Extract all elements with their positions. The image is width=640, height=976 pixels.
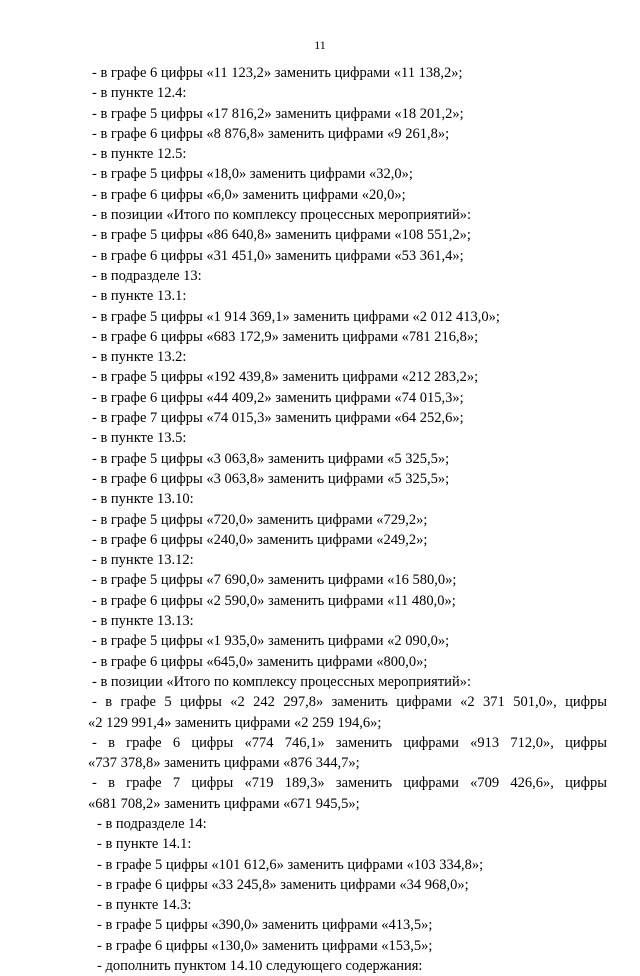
amendment-line: - в пункте 12.4: <box>92 85 187 102</box>
wrapped-line-first: - в графе 7 цифры «719 189,3» заменить цифрами «709 426,6», цифры <box>92 775 607 792</box>
wrapped-line-first: - в графе 5 цифры «2 242 297,8» заменить цифрами «2 371 501,0», цифры <box>92 694 607 711</box>
amendment-line: - в графе 6 цифры «6,0» заменить цифрами «20,0»; <box>92 186 406 203</box>
wrapped-line-first: - в графе 6 цифры «774 746,1» заменить цифрами «913 712,0», цифры <box>92 734 607 751</box>
amendment-line: - в пункте 14.3: <box>97 897 192 914</box>
amendment-line: - в графе 5 цифры «1 935,0» заменить цифрами «2 090,0»; <box>92 633 450 650</box>
amendment-line: - в пункте 12.5: <box>92 146 187 163</box>
amendment-line: - в графе 5 цифры «18,0» заменить цифрами «32,0»; <box>92 166 413 183</box>
amendment-line: - в графе 5 цифры «17 816,2» заменить цифрами «18 201,2»; <box>92 105 464 122</box>
amendment-line: - в графе 6 цифры «2 590,0» заменить цифрами «11 480,0»; <box>92 592 456 609</box>
amendment-line: - в графе 6 цифры «683 172,9» заменить цифрами «781 216,8»; <box>92 328 479 345</box>
amendment-line: - в графе 6 цифры «31 451,0» заменить цифрами «53 361,4»; <box>92 247 464 264</box>
amendment-line: - в графе 5 цифры «7 690,0» заменить цифрами «16 580,0»; <box>92 572 457 589</box>
amendment-line: - в пункте 14.1: <box>97 836 192 853</box>
wrapped-line-second: «681 708,2» заменить цифрами «671 945,5»; <box>88 795 360 812</box>
amendment-line: - в графе 5 цифры «1 914 369,1» заменить цифрами «2 012 413,0»; <box>92 308 500 325</box>
wrapped-line-second: «2 129 991,4» заменить цифрами «2 259 194,6»; <box>88 714 382 731</box>
page-number: 11 <box>314 38 326 52</box>
amendment-line: - в графе 5 цифры «720,0» заменить цифрами «729,2»; <box>92 511 428 528</box>
amendment-line: - в графе 6 цифры «130,0» заменить цифрами «153,5»; <box>97 937 433 954</box>
amendment-line: - в графе 6 цифры «240,0» заменить цифрами «249,2»; <box>92 531 428 548</box>
document-body <box>88 63 607 976</box>
amendment-line: - в пункте 13.1: <box>92 288 187 305</box>
amendment-line: - в графе 6 цифры «11 123,2» заменить цифрами «11 138,2»; <box>92 65 463 81</box>
amendment-line: - в пункте 13.10: <box>92 491 194 508</box>
amendment-line: - в графе 6 цифры «33 245,8» заменить цифрами «34 968,0»; <box>97 876 469 893</box>
amendment-line: - в графе 6 цифры «44 409,2» заменить цифрами «74 015,3»; <box>92 389 464 406</box>
amendment-line: - в пункте 13.2: <box>92 349 187 366</box>
amendment-line: - в позиции «Итого по комплексу процессных мероприятий»: <box>92 207 471 224</box>
amendment-line: - в подразделе 14: <box>97 815 207 832</box>
amendment-line: - в графе 5 цифры «86 640,8» заменить цифрами «108 551,2»; <box>92 227 471 244</box>
amendment-line: - в графе 5 цифры «101 612,6» заменить цифрами «103 334,8»; <box>97 856 484 873</box>
amendment-line: - в позиции «Итого по комплексу процессных мероприятий»: <box>92 673 471 690</box>
amendment-line: - в графе 6 цифры «8 876,8» заменить цифрами «9 261,8»; <box>92 125 450 142</box>
amendment-line: - в подразделе 13: <box>92 267 202 284</box>
amendment-line: - в графе 7 цифры «74 015,3» заменить цифрами «64 252,6»; <box>92 410 464 427</box>
amendment-line: - в графе 6 цифры «3 063,8» заменить цифрами «5 325,5»; <box>92 470 450 487</box>
amendment-line: - дополнить пунктом 14.10 следующего содержания: <box>97 958 423 975</box>
amendment-line: - в пункте 13.13: <box>92 613 194 630</box>
amendment-line: - в графе 5 цифры «192 439,8» заменить цифрами «212 283,2»; <box>92 369 479 386</box>
amendment-line: - в графе 6 цифры «645,0» заменить цифрами «800,0»; <box>92 653 428 670</box>
amendment-line: - в пункте 13.12: <box>92 552 194 569</box>
amendment-line: - в графе 5 цифры «3 063,8» заменить цифрами «5 325,5»; <box>92 450 450 467</box>
amendment-line: - в пункте 13.5: <box>92 430 187 447</box>
amendment-line: - в графе 5 цифры «390,0» заменить цифрами «413,5»; <box>97 917 433 934</box>
wrapped-line-second: «737 378,8» заменить цифрами «876 344,7»; <box>88 755 360 772</box>
